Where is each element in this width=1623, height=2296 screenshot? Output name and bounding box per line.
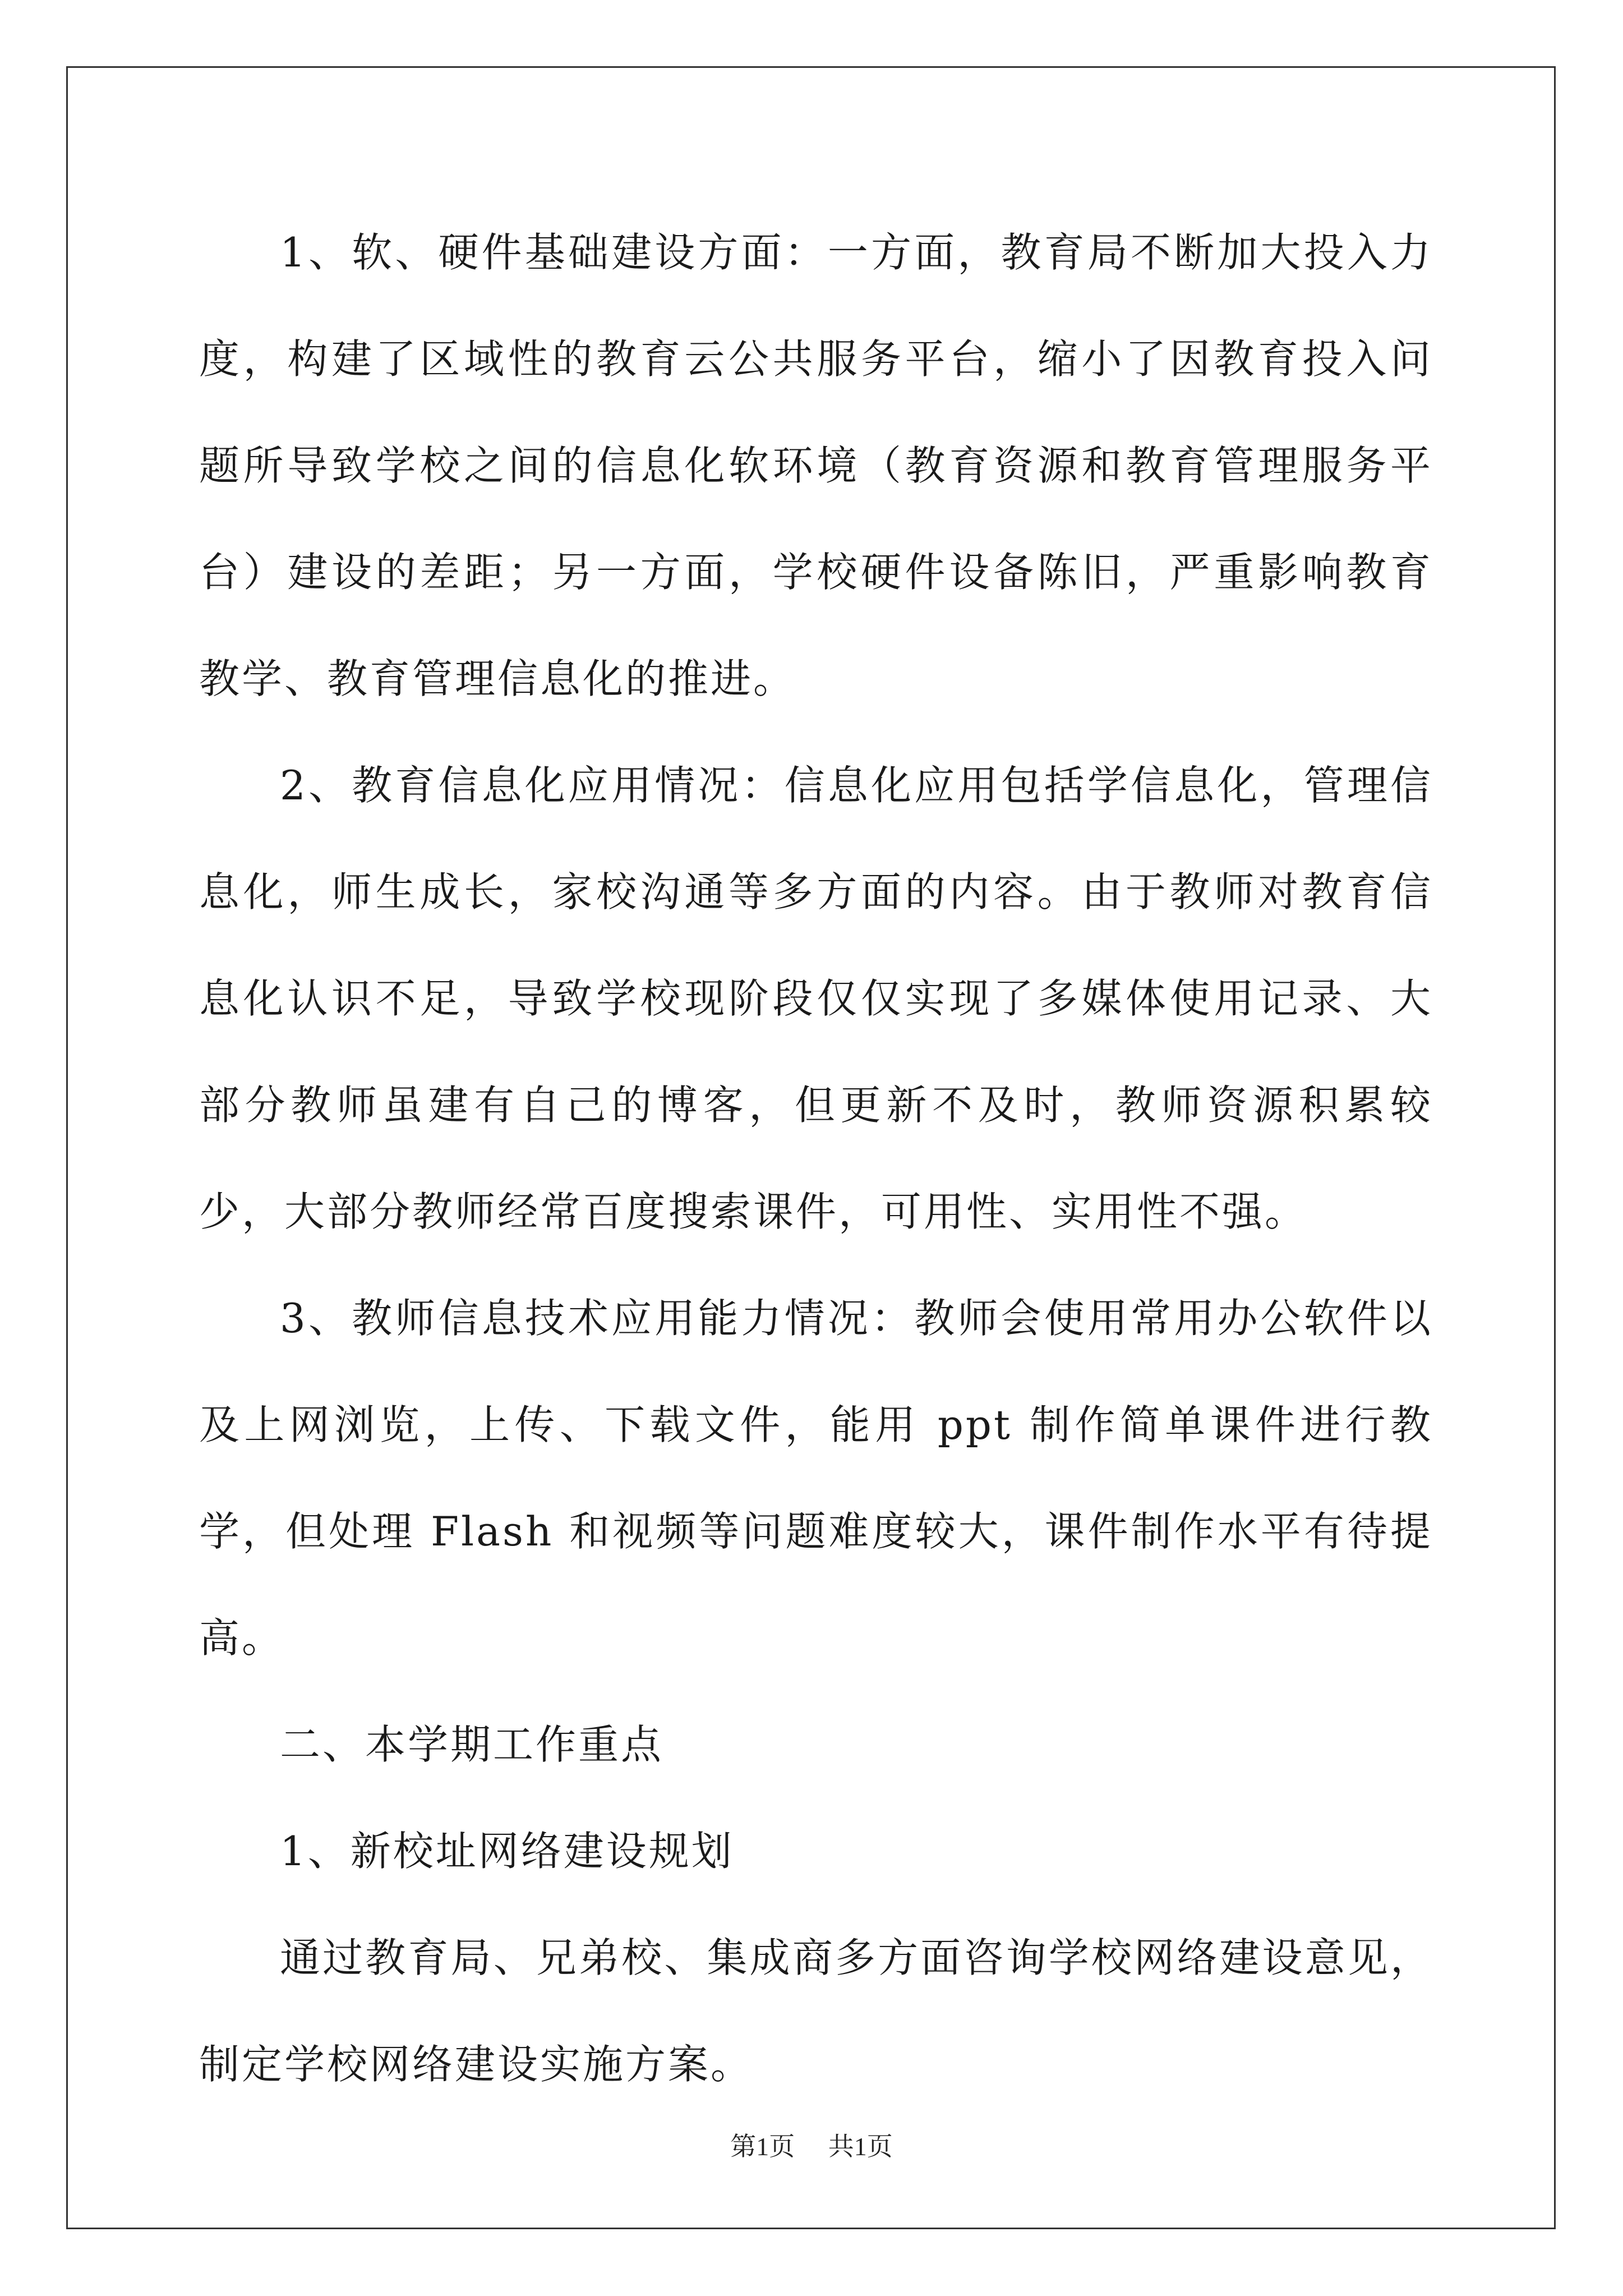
page-total: 共1页 xyxy=(828,2132,893,2161)
paragraph-application: 2、教育信息化应用情况：信息化应用包括学信息化，管理信息化，师生成长，家校沟通等多方面的内容。由于教师对教育信息化认识不足，导致学校现阶段仅仅实现了多媒体使用记录、大部分教师虽建有自己的博客，但更新不及时，教师资源积累较少，大部分教师经常百度搜索课件，可用性、实用性不强。 xyxy=(199,762,1433,1235)
page-number: 第1页 xyxy=(730,2132,795,2161)
paragraph-teacher-skills: 3、教师信息技术应用能力情况：教师会使用常用办公软件以及上网浏览，上传、下载文件，能用 ppt 制作简单课件进行教学，但处理 Flash 和视频等问题难度较大，课件制作水平有待提高。 xyxy=(199,1295,1433,1662)
paragraph-network-plan: 通过教育局、兄弟校、集成商多方面咨询学校网络建设意见，制定学校网络建设实施方案。 xyxy=(199,1934,1433,2088)
paragraph-infrastructure: 1、软、硬件基础建设方面：一方面，教育局不断加大投入力度，构建了区域性的教育云公共服务平台，缩小了因教育投入问题所导致学校之间的信息化软环境（教育资源和教育管理服务平台）建设的差距；另一方面，学校硬件设备陈旧，严重影响教育教学、教育管理信息化的推进。 xyxy=(199,229,1433,702)
document-body xyxy=(199,199,1433,2118)
subsection-heading: 1、新校址网络建设规划 xyxy=(280,1828,734,1875)
section-heading: 二、本学期工作重点 xyxy=(280,1721,664,1768)
page-footer xyxy=(0,2126,1623,2163)
